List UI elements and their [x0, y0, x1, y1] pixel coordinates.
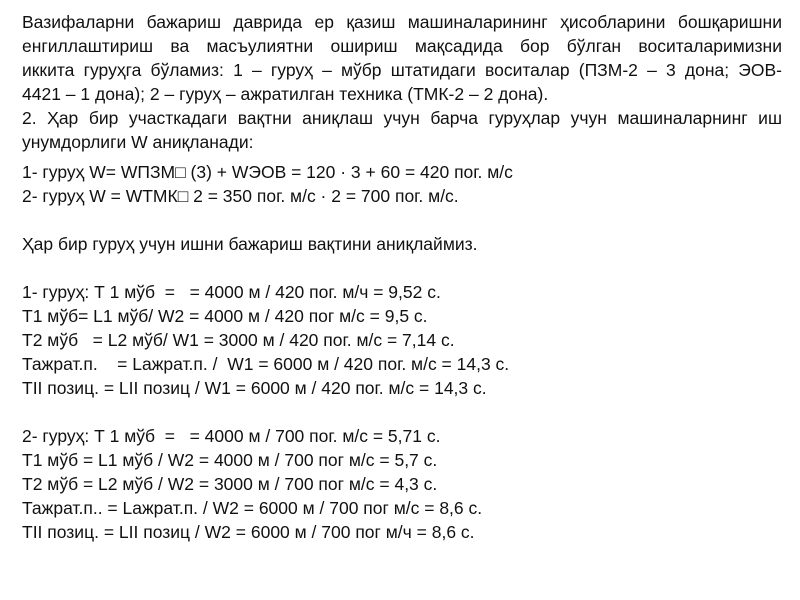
- group1-line: ТII позиц. = LII позиц / W1 = 6000 м / 420 пог. м/с = 14,3 с.: [22, 378, 487, 398]
- productivity-formulas: [22, 160, 782, 208]
- intro-line: 4421 – 1 дона); 2 – гуруҳ – ажратилган техника (ТМК-2 – 2 дона).: [22, 84, 549, 104]
- group2-line: Т2 мўб = L2 мўб / W2 = 3000 м / 700 пог м/с = 4,3 с.: [22, 474, 438, 494]
- step2-paragraph: [22, 106, 782, 154]
- intro-line: енгиллаштириш ва масъулиятни ошириш мақсадида бор бўлган воситаларимизни: [22, 36, 782, 56]
- group2-calculations: [22, 424, 782, 544]
- document-page: [22, 10, 782, 544]
- group1-line: 1- гуруҳ: Т 1 мўб = = 4000 м / 420 пог. м/ч = 9,52 с.: [22, 282, 441, 302]
- step2-line: унумдорлиги W аниқланади:: [22, 132, 254, 152]
- group2-line: Т1 мўб = L1 мўб / W2 = 4000 м / 700 пог м/с = 5,7 с.: [22, 450, 438, 470]
- intro-paragraph: [22, 10, 782, 106]
- intro-line: иккита гуруҳга бўламиз: 1 – гуруҳ – мўбр штатидаги воситалар (ПЗМ-2 – 3 дона; ЭОВ-: [22, 60, 782, 80]
- time-heading: Ҳар бир гуруҳ учун ишни бажариш вақтини аниқлаймиз.: [22, 234, 478, 254]
- group2-line: 2- гуруҳ: Т 1 мўб = = 4000 м / 700 пог. м/с = 5,71 с.: [22, 426, 441, 446]
- productivity-line-group2: 2- гуруҳ W = WTМК□ 2 = 350 пог. м/с · 2 = 700 пог. м/с.: [22, 186, 459, 206]
- productivity-line-group1: 1- гуруҳ W= WПЗМ□ (3) + WЭОВ = 120 · 3 + 60 = 420 пог. м/с: [22, 162, 513, 182]
- group2-line: Тажрат.п.. = Lажрат.п. / W2 = 6000 м / 700 пог м/с = 8,6 с.: [22, 498, 483, 518]
- group1-line: Тажрат.п. = Lажрат.п. / W1 = 6000 м / 420 пог. м/с = 14,3 с.: [22, 354, 510, 374]
- group1-line: Т1 мўб= L1 мўб/ W2 = 4000 м / 420 пог м/с = 9,5 с.: [22, 306, 428, 326]
- group1-calculations: [22, 280, 782, 400]
- time-heading-block: [22, 232, 782, 256]
- step2-line: 2. Ҳар бир участкадаги вақтни аниқлаш учун барча гуруҳлар учун машиналарнинг иш: [22, 108, 782, 128]
- group2-line: ТII позиц. = LII позиц / W2 = 6000 м / 700 пог м/ч = 8,6 с.: [22, 522, 475, 542]
- intro-line: Вазифаларни бажариш даврида ер қазиш машиналарининг ҳисобларини бошқаришни: [22, 12, 782, 32]
- group1-line: Т2 мўб = L2 мўб/ W1 = 3000 м / 420 пог. м/с = 7,14 с.: [22, 330, 455, 350]
